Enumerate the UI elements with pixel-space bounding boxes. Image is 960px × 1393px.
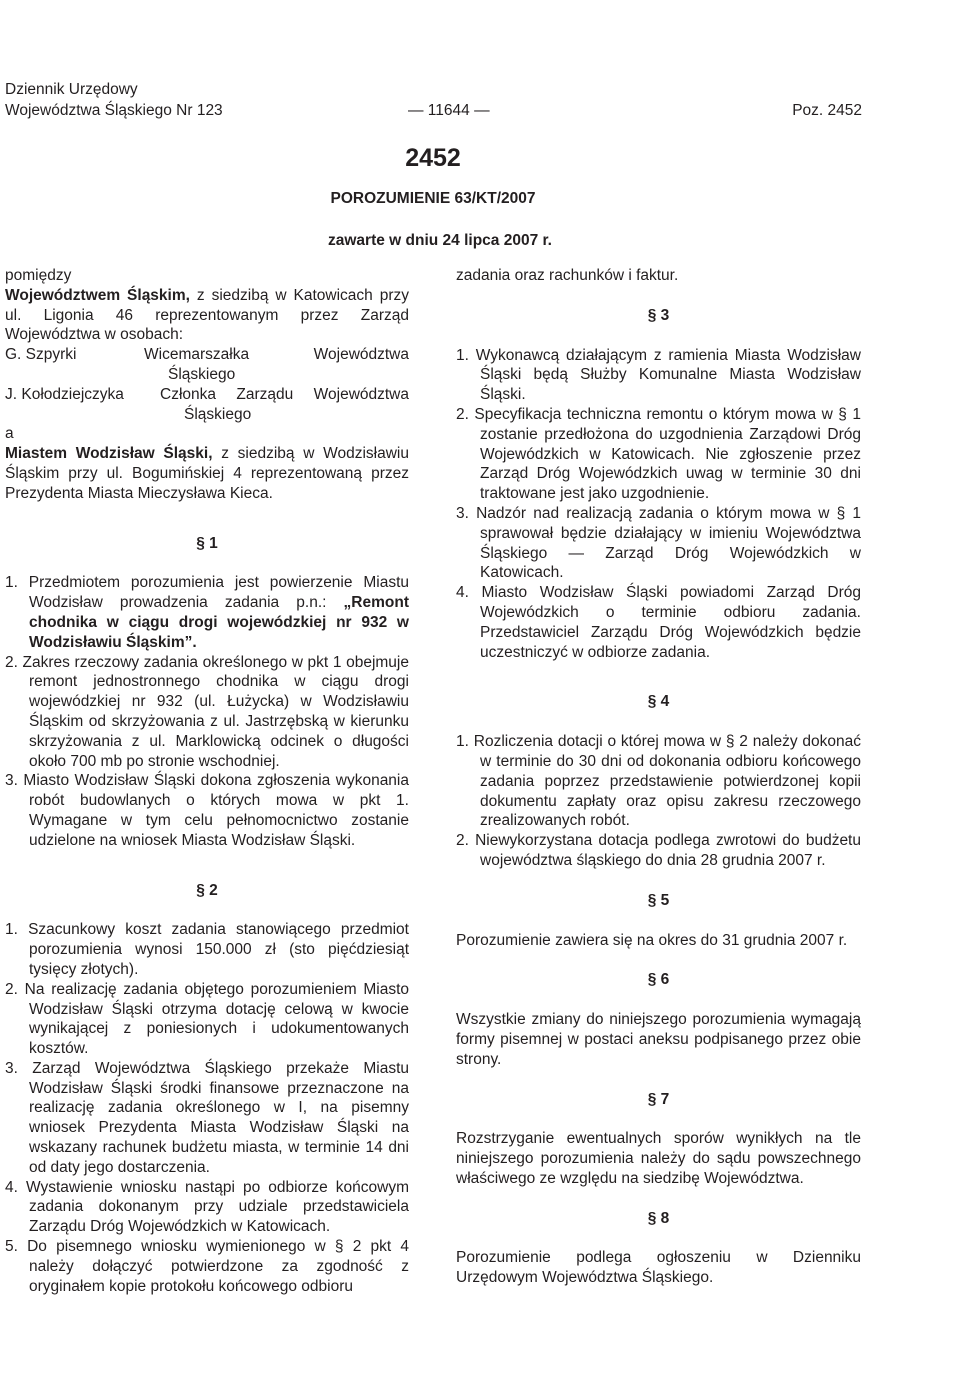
- representative-2: [5, 385, 409, 425]
- page-number: — 11644 —: [408, 102, 490, 119]
- section-4-heading: § 4: [647, 693, 670, 711]
- document-number: 2452: [405, 144, 461, 172]
- section-2-item-5: 5. Do pisemnego wniosku wymienionego w § 2 pkt 4 należy dołączyć potwierdzone za zgodność z oryginałem kopie protokołu końcowego odbioru: [5, 1238, 409, 1295]
- section-2-item-1: 1. Szacunkowy koszt zadania stanowiącego przedmiot porozumienia wynosi 150.000 zł (sto pięćdziesiąt tysięcy złotych).: [5, 921, 409, 978]
- section-3-heading: § 3: [647, 306, 670, 324]
- section-1-item-1: [5, 573, 409, 652]
- section-2-item-2: 2. Na realizację zadania objętego porozumieniem Miasto Wodzisław Śląski otrzyma dotację celową w kwocie wynikającej z poniesionych i udokumentowanych kosztów.: [5, 980, 409, 1058]
- section-2-item-4: 4. Wystawienie wniosku nastąpi po odbiorze końcowym zadania dokonanym przy udziale przedstawiciela Zarządu Dróg Wojewódzkich w Katowicach.: [5, 1178, 409, 1236]
- section-3-item-4: 4. Miasto Wodzisław Śląski powiadomi Zarząd Dróg Wojewódzkich o terminie odbioru zadania. Przedstawiciel Zarządu Dróg Wojewódzkich będzie uczestniczyć w odbiorze zadania.: [456, 584, 861, 661]
- party-1-name: Województwem Śląskim,: [5, 286, 190, 304]
- journal-issue: Województwa Śląskiego Nr 123: [5, 102, 223, 119]
- document-date: zawarte w dniu 24 lipca 2007 r.: [328, 232, 552, 249]
- task-name: „Remont chodnika w ciągu drogi wojewódzkiej nr 932 w Wodzisławiu Śląskim”.: [29, 594, 409, 651]
- representative-2-name: J. Kołodziejczyka: [5, 385, 124, 403]
- section-3-item-3: 3. Nadzór nad realizacją zadania o którym mowa w § 1 sprawował będzie działający w imieniu Województwa Śląskiego — Zarząd Dróg Wojewódzkich w Katowicach.: [456, 504, 861, 582]
- party-2-details: z siedzibą w Wodzisławiu Śląskim przy ul. Bogumińskiej 4 reprezentowaną przez Prezydenta Miasta Mieczysława Kieca.: [5, 445, 409, 502]
- section-8-heading: § 8: [647, 1209, 670, 1227]
- section-1-item-3: 3. Miasto Wodzisław Śląski dokona zgłoszenia wykonania robót budowlanych o których mowa w pkt 1. Wymagane w tym celu pełnomocnictwo zostanie udzielone na wniosek Miasta Wodzisław Śląski.: [5, 772, 409, 849]
- section-1-heading: § 1: [196, 534, 218, 552]
- parties-intro: pomiędzy: [5, 267, 72, 284]
- document-title: POROZUMIENIE 63/KT/2007: [330, 190, 536, 207]
- party-2: [5, 444, 409, 503]
- section-1-item-1-text: 1. Przedmiotem porozumienia jest powierzenie Miastu Wodzisław prowadzenia zadania p.n.:: [5, 574, 409, 612]
- section-1-item-2: 2. Zakres rzeczowy zadania określonego w pkt 1 obejmuje remont jednostronnego chodnika w ciągu drogi wojewódzkiej nr 932 (ul. Łużycka) w Wodzisławiu Śląskim od skrzyżowania z ul. Jastrzębską w kierunku skrzyżowania z ul. Marklowicką odcinek o długości około 700 mb po stronie wschodniej.: [5, 653, 409, 770]
- party-1: [5, 286, 409, 345]
- section-5-heading: § 5: [647, 891, 670, 909]
- parties-conjunction: a: [5, 425, 14, 443]
- position-number: Poz. 2452: [792, 102, 862, 119]
- representative-1-name: G. Szpyrki: [5, 346, 77, 364]
- left-column: [5, 266, 409, 1296]
- section-6-heading: § 6: [647, 971, 670, 989]
- section-2-item-3: 3. Zarząd Województwa Śląskiego przekaże Miastu Wodzisław Śląski środki finansowe przeznaczone na realizację zadania określonego w I, na pisemny wniosek Prezydenta Miasta Wodzisław Śląski na wskazany rachunek budżetu miasta, w terminie 14 dni od daty jego dostarczenia.: [5, 1059, 409, 1176]
- party-2-name: Miastem Wodzisław Śląski,: [5, 445, 213, 463]
- journal-name: Dziennik Urzędowy: [5, 81, 138, 98]
- section-4-item-1: 1. Rozliczenia dotacji o której mowa w § 2 należy dokonać w terminie do 30 dni od dokonania odbioru końcowego zadania poprzez przedstawienie potwierdzonej kopii dokumentu zapłaty oraz opisu zakresu rzeczowego zrealizowanych robót.: [456, 733, 861, 830]
- section-7-text: Rozstrzyganie ewentualnych sporów wynikłych na tle niniejszego porozumienia należy do sądu powszechnego właściwego ze względu na siedzibę Województwa.: [456, 1130, 861, 1187]
- section-7-heading: § 7: [647, 1090, 670, 1108]
- section-4-item-2: 2. Niewykorzystana dotacja podlega zwrotowi do budżetu województwa śląskiego do dnia 28 grudnia 2007 r.: [456, 832, 861, 869]
- section-3-item-2: 2. Specyfikacja techniczna remontu o którym mowa w § 1 zostanie przedłożona do uzgodnienia Zarządowi Dróg Wojewódzkich w Katowicach. Nie zgłoszenie przez Zarząd Dróg Wojewódzkich uwag w terminie 30 dni traktowane jest jako uzgodnienie.: [456, 405, 861, 503]
- section-3-item-1: 1. Wykonawcą działającym z ramienia Miasta Wodzisław Śląski będą Służby Komunalne Miasta Wodzisław Śląski.: [456, 346, 861, 404]
- section-5-text: Porozumienie zawiera się na okres do 31 grudnia 2007 r.: [456, 931, 848, 949]
- representative-1: [5, 345, 409, 385]
- right-column: [456, 266, 861, 1288]
- party-1-details: z siedzibą w Katowicach przy ul. Ligonia 46 reprezentowanym przez Zarząd Województwa w osobach:: [5, 286, 409, 344]
- representative-1-role: Wicemarszałka Województwa Śląskiego: [144, 346, 409, 383]
- representative-2-role: Członka Zarządu Województwa Śląskiego: [160, 385, 409, 423]
- section-8-text: Porozumienie podlega ogłoszeniu w Dzienniku Urzędowym Województwa Śląskiego.: [456, 1249, 861, 1287]
- section-2-item-5-continued: zadania oraz rachunków i faktur.: [456, 267, 679, 284]
- section-2-heading: § 2: [196, 881, 218, 899]
- section-6-text: Wszystkie zmiany do niniejszego porozumienia wymagają formy pisemnej w postaci aneksu podpisanego przez obie strony.: [456, 1011, 861, 1068]
